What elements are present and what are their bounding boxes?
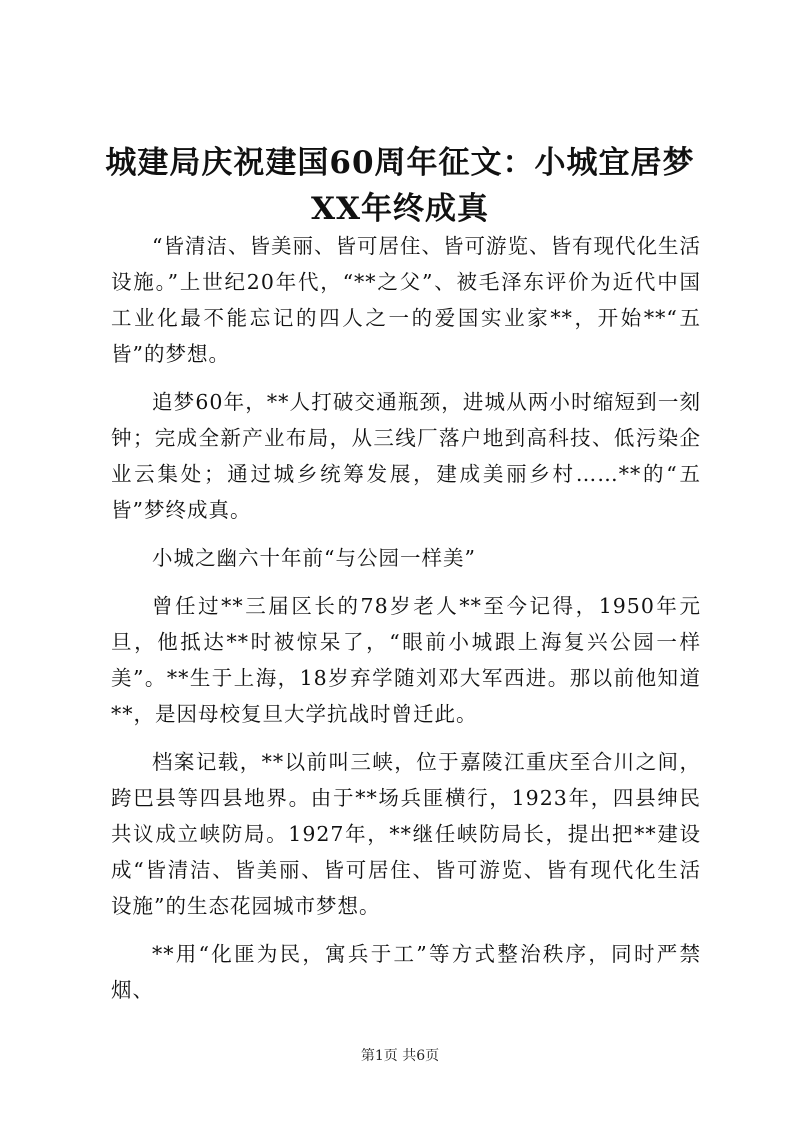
paragraph-4: 档案记载，**以前叫三峡，位于嘉陵江重庆至合川之间，跨巴县等四县地界。由于**场兵匪横行，1923年，四县绅民共议成立峡防局。1927年，**继任峡防局长，提出把**建设成“皆清洁、皆美丽、皆可居住、皆可游览、皆有现代化生活设施”的生态花园城市梦想。 <box>111 750 701 918</box>
paragraph-1: “皆清洁、皆美丽、皆可居住、皆可游览、皆有现代化生活设施。”上世纪20年代，“**之父”、被毛泽东评价为近代中国工业化最不能忘记的四人之一的爱国实业家**，开始**“五皆”的梦想。 <box>111 234 701 366</box>
paragraph-2: 追梦60年，**人打破交通瓶颈，进城从两小时缩短到一刻钟；完成全新产业布局，从三线厂落户地到高科技、低污染企业云集处；通过城乡统筹发展，建成美丽乡村……**的“五皆”梦终成真。 <box>111 390 701 522</box>
paragraph-5: **用“化匪为民，寓兵于工”等方式整治秩序，同时严禁烟、 <box>111 942 701 1002</box>
document-title: 城建局庆祝建国60周年征文：小城宜居梦XX年终成真 <box>105 145 695 227</box>
page-footer: 第1页 共6页 <box>360 1048 440 1064</box>
document-body <box>111 228 701 1020</box>
paragraph-3: 曾任过**三届区长的78岁老人**至今记得，1950年元旦，他抵达**时被惊呆了，“眼前小城跟上海复兴公园一样美”。**生于上海，18岁弃学随刘邓大军西进。那以前他知道**，是因母校复旦大学抗战时曾迁此。 <box>111 594 701 726</box>
section-heading: 小城之幽六十年前“与公园一样美” <box>152 546 476 570</box>
